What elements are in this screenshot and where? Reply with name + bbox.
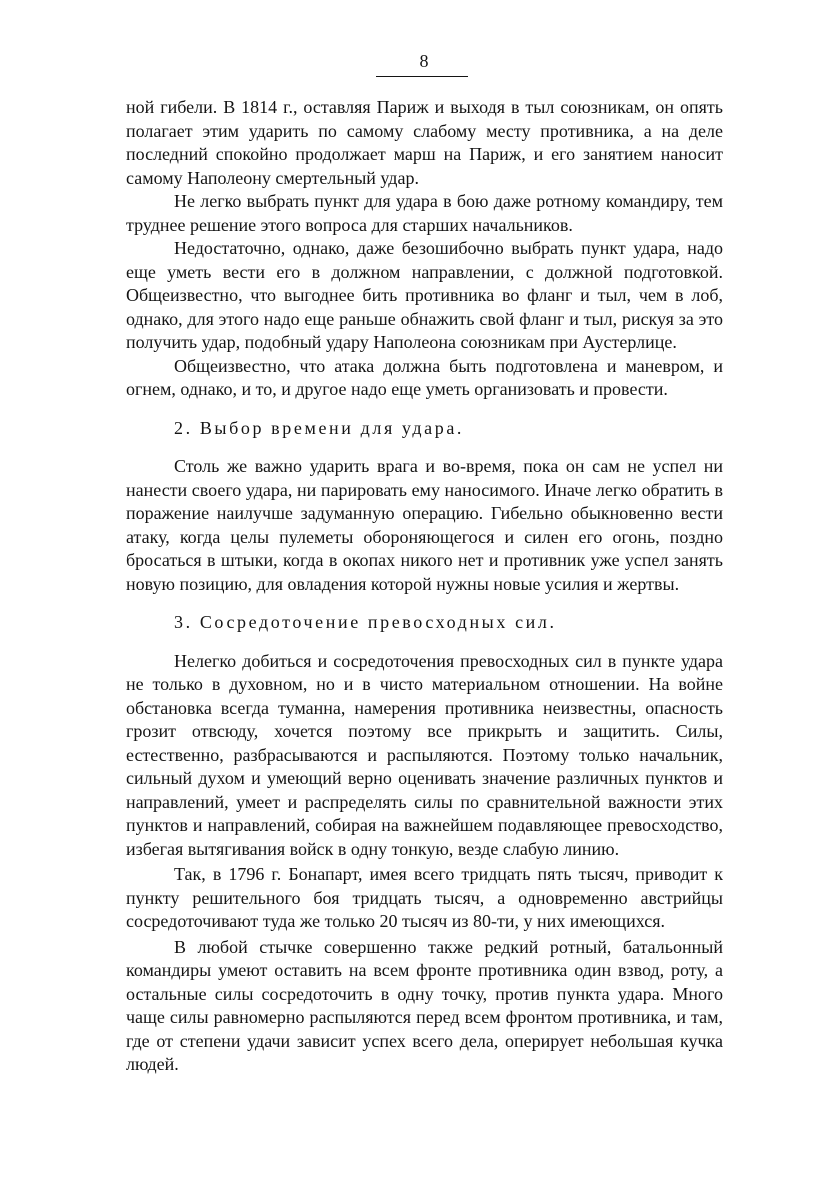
body-text [126, 96, 723, 1077]
paragraph: Столь же важно ударить врага и во-время, пока он сам не успел ни нанести своего удара, ни парировать ему наносимого. Иначе легко обратить в поражение наилучше задуманную операцию. Гибельно обыкновенно вести атаку, когда целы пулеметы обороняющегося и силен его огонь, поздно бросаться в штыки, когда в окопах никого нет и противник уже успел занять новую позицию, для овладения которой нужны новые усилия и жертвы. [126, 456, 723, 594]
paragraph: Общеизвестно, что атака должна быть подготовлена и маневром, и огнем, однако, и то, и другое надо еще уметь организовать и провести. [126, 355, 723, 399]
section-title: Выбор времени для удара. [199, 417, 465, 438]
paragraph: В любой стычке совершенно также редкий ротный, батальонный командиры умеют оставить на всем фронте противника один взвод, роту, а остальные силы сосредоточить в одну точку, против пункта удара. Много чаще силы равномерно распыляются перед всем фронтом противника, и там, где от степени удачи зависит успех всего дела, оперирует небольшая кучка людей. [126, 936, 723, 1074]
paragraph: Нелегко добиться и сосредоточения превосходных сил в пункте удара не только в духовном, но и в чисто материальном отношении. На войне обстановка всегда туманна, намерения противника неизвестны, опасность грозит отвсюду, хочется поэтому все прикрыть и защитить. Силы, естественно, разбрасываются и распыляются. Поэтому только начальник, сильный духом и умеющий верно оценивать значение различных пунктов и направлений, умеет и распределять силы по сравнительной важности этих пунктов и направлений, собирая на важнейшем подавляющее превосходство, избегая вытягивания войск в одну тонкую, везде слабую линию. [126, 650, 723, 859]
section-number: 2. [174, 417, 193, 438]
paragraph: Так, в 1796 г. Бонапарт, имея всего тридцать пять тысяч, приводит к пункту решительного боя тридцать тысяч, а одновременно австрийцы сосредоточивают туда же только 20 тысяч из 80-ти, у них имеющихся. [126, 864, 723, 931]
paragraph: Не легко выбрать пункт для удара в бою даже ротному командиру, тем труднее решение этого вопроса для старших начальников. [126, 191, 723, 235]
section-heading-3 [174, 611, 723, 635]
page-number: 8 [419, 51, 429, 71]
section-heading-2 [174, 417, 723, 441]
section-number: 3. [174, 612, 193, 632]
section-title: Сосредоточение превосходных сил. [199, 612, 557, 632]
paragraph-continuation: ной гибели. В 1814 г., оставляя Париж и выходя в тыл союзникам, он опять полагает этим ударить по самому слабому месту противника, а на деле последний спокойно продолжает марш на Париж, и его занятием наносит самому Наполеону смертельный удар. [126, 97, 723, 188]
paragraph: Недостаточно, однако, даже безошибочно выбрать пункт удара, надо еще уметь вести его в должном направлении, с должной подготовкой. Общеизвестно, что выгоднее бить противника во фланг и тыл, чем в лоб, однако, для этого надо еще раньше обнажить свой фланг и тыл, рискуя за это получить удар, подобный удару Наполеона союзникам при Аустерлице. [126, 238, 723, 352]
header-rule [376, 76, 468, 77]
